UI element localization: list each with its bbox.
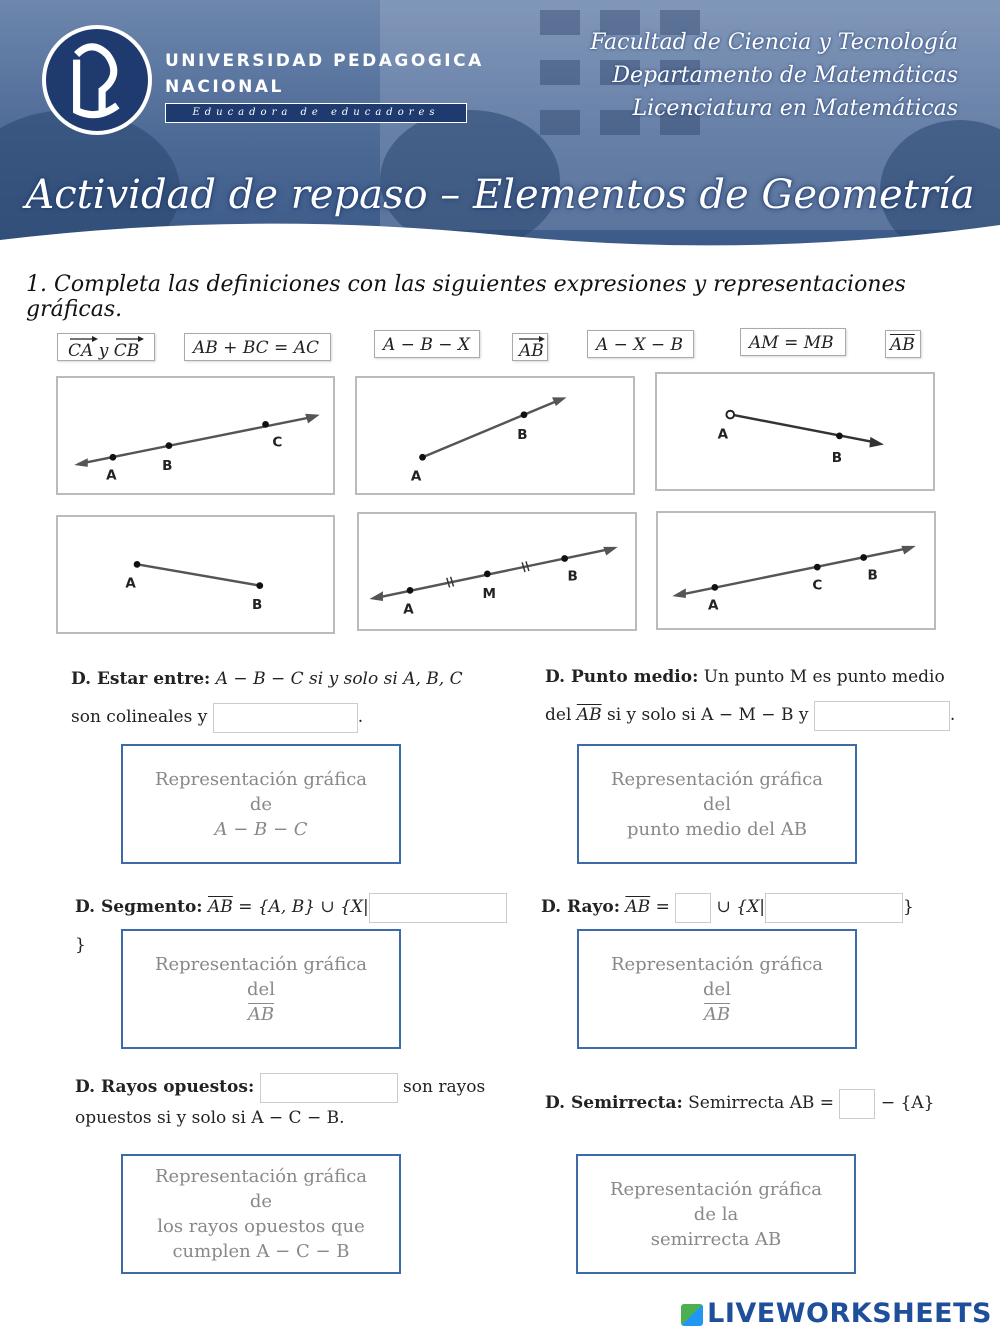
fig5-label-a: A <box>403 601 414 618</box>
fig4-label-b: B <box>252 596 263 613</box>
halfline-label: D. Semirrecta: <box>545 1093 683 1113</box>
drop-opposite-rays[interactable] <box>121 1154 401 1274</box>
figure-segment-ab[interactable] <box>56 515 335 634</box>
rep-halfline-line1: Representación gráfica de la <box>609 1178 823 1225</box>
between-text2: son colineales y <box>71 707 208 727</box>
halfline-text: Semirrecta AB = <box>688 1093 835 1113</box>
ray-blank-2[interactable] <box>765 893 903 923</box>
rep-halfline-line2: semirrecta AB <box>650 1228 782 1250</box>
figure-halfline-ab[interactable] <box>655 372 935 491</box>
between-blank[interactable] <box>213 703 358 733</box>
ray-union: ∪ {X| <box>716 897 765 917</box>
university-line1: UNIVERSIDAD PEDAGOGICA <box>165 51 484 71</box>
fig2-label-a: A <box>410 468 422 485</box>
definition-between: D. Estar entre: A − B − C si y solo si A, B, C son colineales y . <box>71 660 511 736</box>
between-label: D. Estar entre: <box>71 669 211 689</box>
fig4-label-a: A <box>125 575 136 592</box>
ray-blank-1[interactable] <box>675 893 711 923</box>
rep-segment-line1: Representación gráfica del <box>154 953 368 1000</box>
drop-segment[interactable] <box>121 929 401 1049</box>
rep-between-line2: A − B − C <box>214 818 308 840</box>
drop-halfline[interactable] <box>576 1154 856 1274</box>
definition-midpoint: D. Punto medio: Un punto M es punto medio del $\overline{AB}$ si y solo si A − M − B y . <box>545 658 985 734</box>
fig5-label-b: B <box>567 568 578 585</box>
fig2-label-b: B <box>517 426 528 443</box>
opposite-text2: opuestos si y solo si A − C − B. <box>75 1107 345 1128</box>
fig5-label-m: M <box>482 586 496 603</box>
fig1-label-b: B <box>162 457 173 474</box>
segment-blank[interactable] <box>369 893 507 923</box>
page-title: Actividad de repaso – Elementos de Geometría <box>25 172 975 218</box>
chip-a-x-b[interactable]: A − X − B <box>587 330 694 358</box>
midpoint-label: D. Punto medio: <box>545 667 699 687</box>
definition-halfline: D. Semirrecta: Semirrecta AB = − {A} <box>545 1084 985 1122</box>
segment-symbol: $\overline{AB}$ <box>208 897 233 917</box>
chip-ray-ab-text: AB <box>519 341 544 360</box>
drop-ray[interactable] <box>577 929 857 1049</box>
midpoint-text1: Un punto M es punto medio <box>703 667 945 687</box>
figure-line-abc[interactable] <box>56 376 335 495</box>
instruction-text: 1. Completa las definiciones con las siguientes expresiones y representaciones gráficas. <box>26 272 906 322</box>
header-wave <box>0 200 1000 260</box>
university-name <box>165 48 484 100</box>
halfline-blank[interactable] <box>839 1089 875 1119</box>
midpoint-text2b: si y solo si A − M − B y <box>606 705 809 725</box>
chip-opposite-rays-text: CA y CB <box>68 341 140 360</box>
rep-ray-line1: Representación gráfica del <box>610 953 824 1000</box>
chip-opposite-rays[interactable] <box>57 333 155 361</box>
ray-symbol: $\overline{AB}$ <box>625 897 651 917</box>
fig6-label-a: A <box>708 597 719 614</box>
segment-label: D. Segmento: <box>75 897 203 917</box>
definition-opposite-rays <box>75 1072 515 1133</box>
midpoint-seg: $\overline{AB}$ <box>576 705 602 725</box>
university-line2: NACIONAL <box>165 77 284 97</box>
university-logo <box>42 25 152 135</box>
figure-line-acb[interactable] <box>656 511 936 630</box>
program-name: Licenciatura en Matemáticas <box>632 96 958 121</box>
rep-midpoint-line2: punto medio del AB <box>627 818 807 840</box>
rep-segment-line2: $\overline{AB}$ <box>247 1003 275 1025</box>
chip-am-mb[interactable]: AM = MB <box>740 328 846 356</box>
fig6-label-c: C <box>812 577 823 594</box>
rep-midpoint-line1: Representación gráfica del <box>610 768 824 815</box>
figure-midpoint-amb[interactable] <box>357 512 637 631</box>
definition-segment: D. Segmento: $\overline{AB} = \{A$, B} ∪ {X|} <box>75 888 515 964</box>
fig3-label-a: A <box>717 426 729 443</box>
fig3-label-b: B <box>831 449 843 466</box>
chip-ray-ab[interactable] <box>512 333 548 361</box>
footer-brand <box>681 1298 992 1329</box>
rep-between-line1: Representación gráfica de <box>154 768 368 815</box>
rep-opposite-line2: los rayos opuestos que <box>157 1216 365 1237</box>
fig1-label-c: C <box>272 434 283 451</box>
chip-segment-ab[interactable] <box>885 330 921 358</box>
liveworksheets-icon <box>681 1304 703 1326</box>
footer-brand-text: LIVEWORKSHEETS <box>707 1298 992 1329</box>
midpoint-blank[interactable] <box>814 701 950 731</box>
faculty-name: Facultad de Ciencia y Tecnología <box>590 30 958 55</box>
ray-label: D. Rayo: <box>541 897 620 917</box>
university-motto: Educadora de educadores <box>165 103 467 123</box>
rep-opposite-line1: Representación gráfica de <box>154 1166 368 1212</box>
chip-a-b-x[interactable]: A − B − X <box>374 330 480 358</box>
drop-midpoint[interactable] <box>577 744 857 864</box>
chip-ab-bc-ac[interactable]: AB + BC = AC <box>184 333 331 361</box>
chip-segment-ab-text: $\overline{AB}$ <box>890 335 915 355</box>
drop-between[interactable] <box>121 744 401 864</box>
rep-opposite-line3: cumplen A − C − B <box>172 1241 350 1262</box>
fig1-label-a: A <box>106 467 117 484</box>
opposite-label: D. Rayos opuestos: <box>75 1077 255 1097</box>
opposite-blank[interactable] <box>260 1073 398 1103</box>
chip-opposite-rays-label <box>66 334 146 360</box>
definition-ray: D. Rayo: $\overline{AB}$ = ∪ {X| } <box>541 888 981 926</box>
figure-ray-ab[interactable] <box>355 376 635 495</box>
opposite-text1: son rayos <box>403 1077 486 1097</box>
fig6-label-b: B <box>867 567 878 584</box>
department-name: Departamento de Matemáticas <box>612 63 958 88</box>
segment-text: = {A, B} ∪ {X| <box>238 897 369 917</box>
rep-ray-line2: $\overline{AB}$ <box>703 1003 731 1025</box>
between-text1: A − B − C si y solo si A, B, C <box>215 669 463 689</box>
